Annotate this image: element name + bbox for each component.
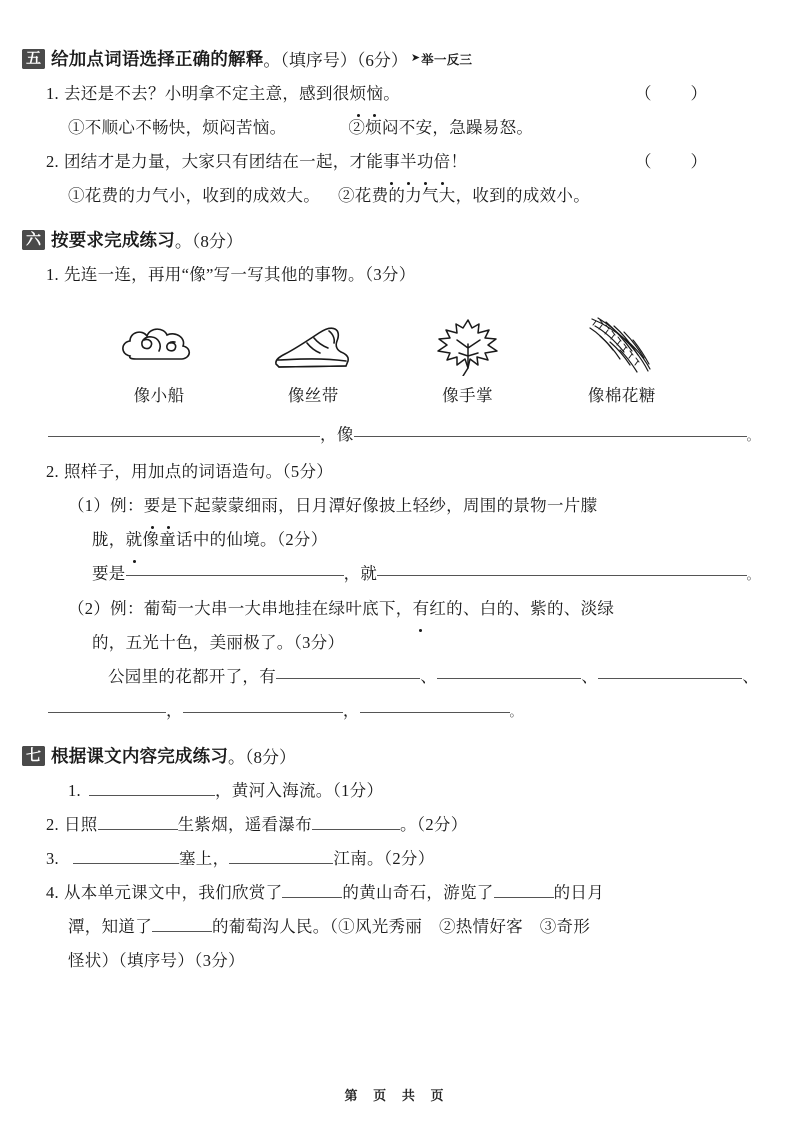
question-stem-end: ！ (450, 152, 468, 171)
answer-blank[interactable] (598, 661, 742, 679)
question-row (22, 774, 759, 808)
question-stem: 团结才是力量，大家只有团结在一起，才能 (63, 152, 384, 171)
answer-blank[interactable] (282, 880, 342, 898)
question-row (22, 455, 759, 489)
emphasized-term: 事半功倍 (383, 145, 450, 179)
picture-label-row (22, 376, 759, 406)
separator: ， (342, 701, 360, 720)
prompt-prefix: 要是 (92, 564, 126, 583)
answer-blank[interactable] (48, 695, 166, 713)
prompt-prefix: 公园里的花都开了，有 (108, 667, 276, 686)
question-number: 3. (46, 849, 59, 868)
option-two[interactable]: ②花费的力气大，收到的成效小。 (338, 186, 590, 205)
answer-line-row (22, 418, 759, 453)
example-line-cont (22, 523, 759, 557)
answer-blank[interactable] (73, 846, 179, 864)
answer-blank[interactable] (494, 880, 554, 898)
separator: 、 (420, 667, 437, 686)
answer-blank[interactable] (312, 812, 400, 830)
option-one[interactable]: ①花费的力气小，收到的成效大。 (68, 186, 320, 205)
separator: 、 (581, 667, 598, 686)
question-number: 1. (68, 781, 81, 800)
answer-blank[interactable] (183, 695, 343, 713)
section-heading-five (22, 46, 759, 71)
picture-label: 像手掌 (442, 386, 494, 405)
prompt-mid: ，就 (343, 564, 378, 583)
answer-blank[interactable] (48, 419, 320, 437)
example-text: 下起蒙蒙细雨，日月潭好像披上轻纱，周围的景物一片朦 (177, 496, 598, 515)
example-text: 胧， (92, 530, 126, 549)
picture-cell[interactable] (547, 298, 697, 376)
question-number: 1. (46, 265, 59, 284)
answer-blank[interactable] (437, 661, 581, 679)
picture-label: 像棉花糖 (587, 386, 656, 405)
example-line (22, 592, 759, 626)
example-label: （1）例： (68, 496, 144, 515)
period: 。 (746, 568, 759, 582)
section-title: 按要求完成练习 (51, 230, 175, 250)
answer-line-row (22, 660, 759, 694)
example-line-cont: 的，五光十色，美丽极了。（3分） (92, 633, 345, 652)
picture-cell[interactable] (238, 298, 388, 376)
footer-part: 页 (430, 1088, 449, 1103)
question-stem: 去还是不去？小明拿不定主意，感到很 (63, 84, 350, 103)
footer-part: 第 (344, 1088, 363, 1103)
cloud-icon (116, 320, 202, 376)
comma: ， (320, 425, 337, 444)
example-label: （2）例： (68, 599, 144, 618)
answer-blank[interactable] (229, 846, 333, 864)
option-one[interactable]: ①不顺心不畅快，烦闷苦恼。 (68, 118, 287, 137)
emphasized-term: 就 (126, 523, 143, 557)
question-row-cont (22, 910, 759, 944)
section-number-badge: 五 (22, 49, 45, 69)
answer-blank[interactable] (152, 914, 212, 932)
answer-blank[interactable] (89, 778, 215, 796)
example-line (22, 489, 759, 523)
question-number: 4. (46, 883, 59, 902)
question-stem-end: 。 (383, 84, 401, 103)
shoe-icon (267, 320, 359, 376)
question-text: 的黄山奇石，游览了 (342, 883, 494, 902)
question-row (22, 258, 759, 292)
answer-blank[interactable] (126, 558, 344, 576)
question-text: 先连一连，再用“像”写一写其他的事物。（3分） (63, 265, 416, 284)
section-meta: 。（填序号）（6分） (263, 51, 408, 70)
answer-blank[interactable] (354, 419, 747, 437)
answer-blank[interactable] (360, 695, 510, 713)
footer-part: 共 (401, 1088, 420, 1103)
separator: ， (166, 701, 183, 720)
answer-bracket: （ ） (635, 152, 709, 171)
section-title: 给加点词语选择正确的解释 (51, 49, 264, 69)
section-meta: 。（8分） (228, 748, 297, 767)
question-row (22, 876, 759, 910)
question-number: 2. (46, 462, 59, 481)
like-word: 像 (336, 425, 354, 444)
question-number: 1. (46, 84, 59, 103)
section-heading-six (22, 227, 759, 252)
example-text: 葡萄一大串一大串地挂在绿叶底下， (143, 599, 413, 618)
option-row (22, 111, 759, 145)
answer-blank[interactable] (276, 661, 420, 679)
question-row (22, 145, 759, 179)
picture-row (22, 292, 759, 376)
answer-blank[interactable] (98, 812, 178, 830)
question-row (22, 808, 759, 842)
answer-line-row (22, 694, 759, 729)
question-text: 从本单元课文中，我们欣赏了 (63, 883, 283, 902)
page-footer (0, 1085, 793, 1104)
picture-cell[interactable] (393, 298, 543, 376)
maple-leaf-icon (433, 314, 503, 376)
emphasized-term: 有 (413, 592, 430, 626)
example-text-end: 像童话中的仙境。（2分） (142, 530, 328, 549)
period: 。 (509, 705, 522, 719)
question-text: 塞上， (178, 849, 230, 868)
period: 。 (746, 429, 759, 443)
emphasized-term: 烦恼 (350, 77, 384, 111)
question-text-end: 江南。（2分） (333, 849, 435, 868)
picture-cell[interactable] (84, 298, 234, 376)
section-number-badge: 七 (22, 746, 45, 766)
question-text: ，黄河入海流。（1分） (214, 781, 384, 800)
emphasized-term: 要是 (144, 489, 178, 523)
answer-line-row (22, 557, 759, 592)
question-row-cont: 怪状）（填序号）（3分） (68, 951, 245, 970)
question-text: 日照 (63, 815, 98, 834)
question-number: 2. (46, 815, 59, 834)
question-row (22, 842, 759, 876)
question-text: 照样子，用加点的词语造句。（5分） (63, 462, 334, 481)
question-text: 的日月 (553, 883, 604, 902)
question-row (22, 77, 759, 111)
arrow-icon: ➤ (410, 52, 421, 64)
question-text: 生紫烟，遥看瀑布 (177, 815, 312, 834)
section-tag: 举一反三 (421, 52, 473, 67)
example-text-b: 红的、白的、紫的、淡绿 (429, 599, 615, 618)
willow-branch-icon (584, 314, 660, 376)
section-number-badge: 六 (22, 230, 45, 250)
picture-label: 像小船 (133, 386, 185, 405)
option-two[interactable]: ②烦闷不安，急躁易怒。 (348, 118, 534, 137)
answer-bracket: （ ） (635, 84, 709, 103)
question-text-end: 。（2分） (400, 815, 468, 834)
question-text: 的葡萄沟人民。（①风光秀丽 ②热情好客 ③奇形 (212, 917, 591, 936)
question-text: 潭，知道了 (68, 917, 152, 936)
separator: 、 (742, 667, 759, 686)
section-title: 根据课文内容完成练习 (51, 746, 229, 766)
question-number: 2. (46, 152, 59, 171)
answer-blank[interactable] (377, 558, 746, 576)
picture-label: 像丝带 (287, 386, 339, 405)
section-heading-seven (22, 743, 759, 768)
footer-part: 页 (373, 1088, 392, 1103)
section-meta: 。（8分） (174, 232, 243, 251)
